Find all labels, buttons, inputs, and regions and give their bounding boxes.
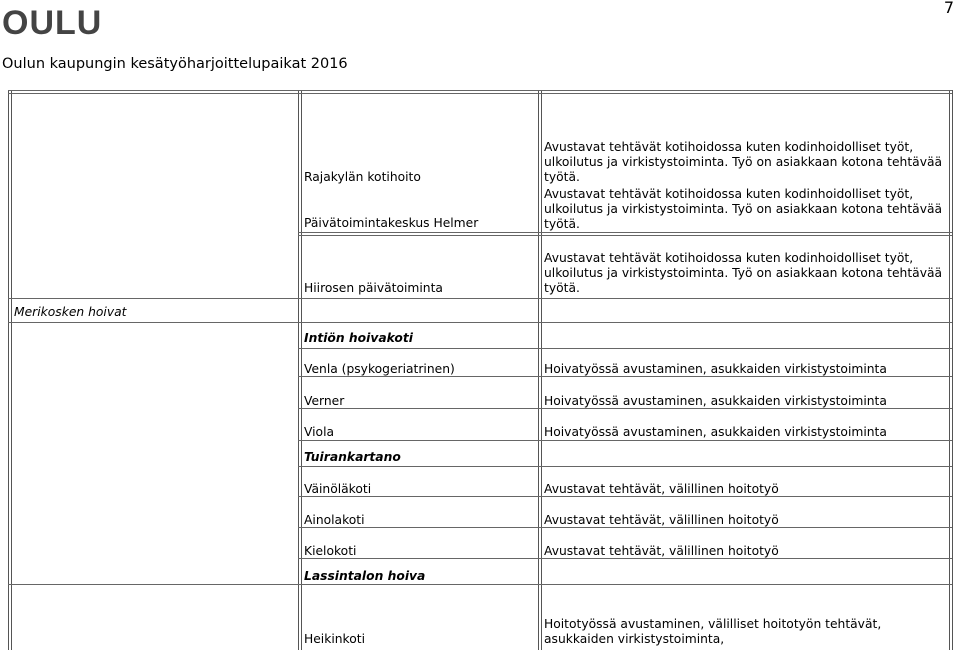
task-rajakyla: Avustavat tehtävät kotihoidossa kuten kodinhoidolliset työt, ulkoilutus ja virkistystoiminta. Työ on asiakkaan kotona tehtävää työtä. [544,140,943,184]
table-border-right [949,90,950,650]
row-divider [298,235,952,236]
unit-vainolakoti: Väinöläkoti [304,482,372,496]
section-tuirankartano: Tuirankartano [304,450,401,464]
row-divider [8,584,952,585]
area-merikoski: Merikosken hoivat [14,305,127,319]
unit-ainolakoti: Ainolakoti [304,513,365,527]
task-heikinkoti: Hoitotyössä avustaminen, välilliset hoitotyön tehtävät, asukkaiden virkistystoiminta, [544,617,882,646]
unit-venla: Venla (psykogeriatrinen) [304,362,455,376]
table-border-right-inner [952,90,953,650]
task-verner: Hoivatyössä avustaminen, asukkaiden virkistystoiminta [544,394,887,408]
unit-rajakyla: Rajakylän kotihoito [304,170,421,184]
placement-table [0,90,960,650]
row-divider [8,298,952,299]
unit-hiironen: Hiirosen päivätoiminta [304,281,443,295]
column-divider-inner [301,90,302,650]
unit-verner: Verner [304,394,345,408]
row-divider [298,232,952,233]
task-hiironen: Avustavat tehtävät kotihoidossa kuten kodinhoidolliset työt, ulkoilutus ja virkistystoiminta. Työ on asiakkaan kotona tehtävää työtä. [544,251,943,295]
section-lassintalo: Lassintalon hoiva [304,569,426,583]
task-helmer: Avustavat tehtävät kotihoidossa kuten kodinhoidolliset työt, ulkoilutus ja virkistystoiminta. Työ on asiakkaan kotona tehtävää työtä. [544,187,943,231]
row-divider [8,93,952,94]
unit-heikinkoti: Heikinkoti [304,632,366,646]
row-divider [298,466,952,467]
column-divider-inner [541,90,542,650]
task-ainolakoti: Avustavat tehtävät, välillinen hoitotyö [544,513,779,527]
unit-helmer: Päivätoimintakeskus Helmer [304,216,479,230]
task-kielokoti: Avustavat tehtävät, välillinen hoitotyö [544,544,779,558]
page-number: 7 [943,0,954,17]
row-divider [8,322,952,323]
section-intio: Intiön hoivakoti [304,331,413,345]
document-subtitle: Oulun kaupungin kesätyöharjoittelupaikat 2016 [2,56,348,72]
unit-viola: Viola [304,425,335,439]
row-divider [298,348,952,349]
oulu-logo: OULU [2,4,103,42]
task-viola: Hoivatyössä avustaminen, asukkaiden virkistystoiminta [544,425,887,439]
row-divider [8,90,952,91]
row-divider [298,440,952,441]
unit-kielokoti: Kielokoti [304,544,357,558]
table-border-left-inner [11,90,12,650]
table-border-left [8,90,9,650]
column-divider [298,90,299,650]
task-venla: Hoivatyössä avustaminen, asukkaiden virkistystoiminta [544,362,887,376]
task-vainolakoti: Avustavat tehtävät, välillinen hoitotyö [544,482,779,496]
column-divider [538,90,539,650]
